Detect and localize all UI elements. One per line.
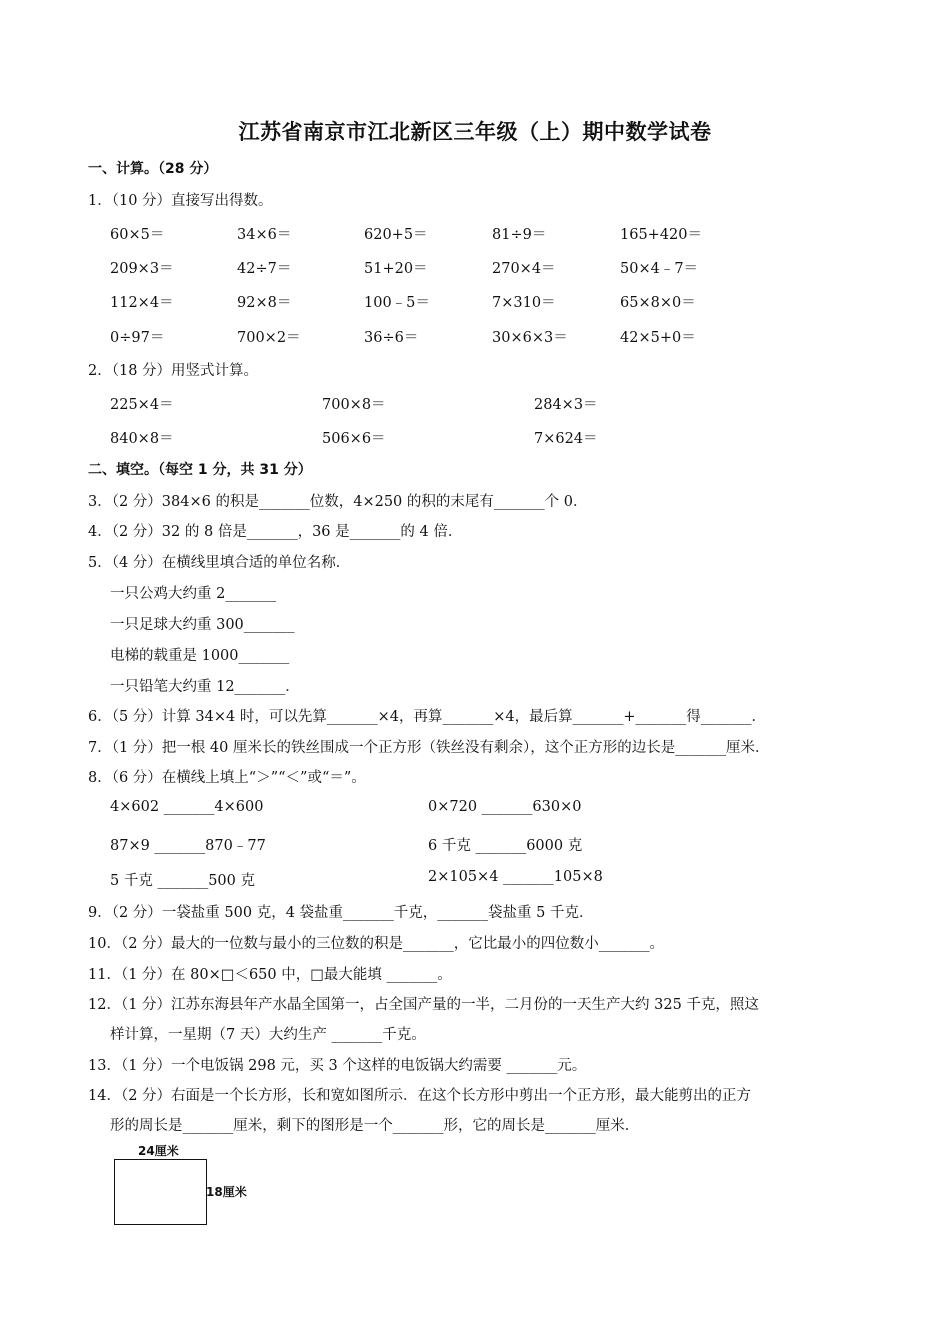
q1-item: 620+5＝: [364, 227, 428, 243]
question-1-prompt: 1．（10 分）直接写出得数。: [88, 193, 273, 209]
q8-item: 2×105×4 _______105×8: [428, 869, 603, 885]
q1-item: 700×2＝: [237, 330, 301, 346]
q1-item: 36÷6＝: [364, 330, 419, 346]
q5-item: 一只足球大约重 300_______: [110, 617, 295, 633]
question-5-prompt: 5．（4 分）在横线里填合适的单位名称．: [88, 555, 351, 571]
q1-item: 81÷9＝: [492, 227, 547, 243]
question-8-prompt: 8．（6 分）在横线上填上“＞”“＜”或“＝”。: [88, 770, 366, 786]
q5-item: 一只公鸡大约重 2_______: [110, 586, 277, 602]
q5-item: 一只铅笔大约重 12_______．: [110, 679, 300, 695]
page-title: 江苏省南京市江北新区三年级（上）期中数学试卷: [238, 120, 712, 144]
question-4: 4．（2 分）32 的 8 倍是_______，36 是_______的 4 倍．: [88, 524, 463, 540]
question-7: 7．（1 分）把一根 40 厘米长的铁丝围成一个正方形（铁丝没有剩余），这个正方形的边长是_______厘米．: [88, 740, 770, 756]
q1-item: 92×8＝: [237, 295, 292, 311]
q1-item: 65×8×0＝: [620, 295, 696, 311]
section-heading-calculation: 一、计算。（28 分）: [88, 161, 218, 177]
q1-item: 112×4＝: [110, 295, 174, 311]
q1-item: 209×3＝: [110, 261, 174, 277]
rectangle-length-label: 24厘米: [138, 1144, 179, 1158]
q1-item: 30×6×3＝: [492, 330, 568, 346]
question-11: 11．（1 分）在 80×□＜650 中，□最大能填 _______。: [88, 967, 452, 983]
question-12-line-2: 样计算，一星期（7 天）大约生产 _______千克。: [110, 1027, 426, 1043]
rectangle-width-label: 18厘米: [206, 1185, 247, 1199]
q2-item: 700×8＝: [322, 397, 386, 413]
q8-item: 5 千克 _______500 克: [110, 873, 255, 889]
q1-item: 165+420＝: [620, 227, 703, 243]
q1-item: 0÷97＝: [110, 330, 165, 346]
question-9: 9．（2 分）一袋盐重 500 克，4 袋盐重_______千克，_______袋盐重 5 千克．: [88, 905, 594, 921]
q1-item: 42×5+0＝: [620, 330, 696, 346]
q1-item: 60×5＝: [110, 227, 165, 243]
q5-item: 电梯的载重是 1000_______: [110, 648, 290, 664]
q1-item: 270×4＝: [492, 261, 556, 277]
q1-item: 51+20＝: [364, 261, 428, 277]
q1-item: 42÷7＝: [237, 261, 292, 277]
question-2-prompt: 2．（18 分）用竖式计算。: [88, 363, 259, 379]
question-3: 3．（2 分）384×6 的积是_______位数，4×250 的积的末尾有_______个 0．: [88, 494, 588, 510]
q1-item: 50×4﹣7＝: [620, 261, 699, 277]
rectangle-figure: [108, 1142, 268, 1232]
q1-item: 7×310＝: [492, 295, 556, 311]
section-heading-fill-blanks: 二、填空。（每空 1 分，共 31 分）: [88, 462, 312, 478]
q2-item: 506×6＝: [322, 431, 386, 447]
q8-item: 6 千克 _______6000 克: [428, 838, 583, 854]
question-6: 6．（5 分）计算 34×4 时，可以先算_______×4，再算_______×4，最后算_______+_______得_______．: [88, 709, 767, 725]
question-10: 10．（2 分）最大的一位数与最小的三位数的积是_______，它比最小的四位数小_______。: [88, 936, 665, 952]
q2-item: 840×8＝: [110, 431, 174, 447]
q2-item: 7×624＝: [534, 431, 598, 447]
q2-item: 225×4＝: [110, 397, 174, 413]
q8-item: 87×9 _______870﹣77: [110, 838, 266, 854]
question-13: 13．（1 分）一个电饭锅 298 元，买 3 个这样的电饭锅大约需要 _______元。: [88, 1058, 587, 1074]
q1-item: 100﹣5＝: [364, 295, 430, 311]
question-12-line-1: 12．（1 分）江苏东海县年产水晶全国第一，占全国产量的一半，二月份的一天生产大约 325 千克，照这: [88, 997, 759, 1013]
rectangle-shape: [114, 1159, 207, 1225]
question-14-line-1: 14．（2 分）右面是一个长方形，长和宽如图所示．在这个长方形中剪出一个正方形，最大能剪出的正方: [88, 1088, 752, 1104]
q1-item: 34×6＝: [237, 227, 292, 243]
q8-item: 4×602 _______4×600: [110, 799, 264, 815]
q2-item: 284×3＝: [534, 397, 598, 413]
question-14-line-2: 形的周长是_______厘米，剩下的图形是一个_______形，它的周长是_______厘米．: [110, 1118, 640, 1134]
q8-item: 0×720 _______630×0: [428, 799, 582, 815]
